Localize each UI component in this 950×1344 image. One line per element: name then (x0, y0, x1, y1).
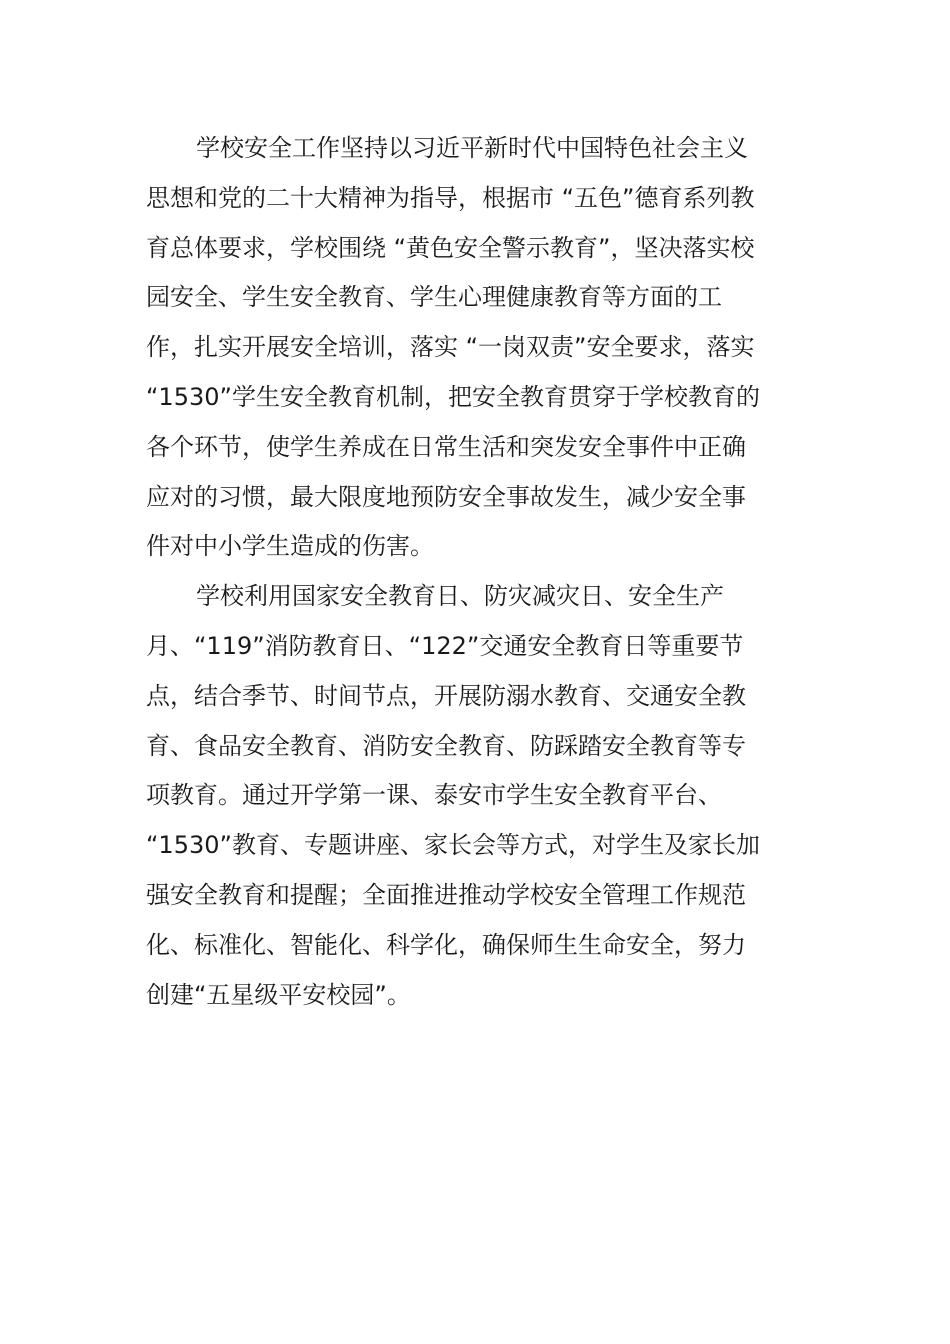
text-line: “1530”教育、专题讲座、家长会等方式，对学生及家长加 (146, 831, 760, 860)
text-line: 强安全教育和提醒；全面推进推动学校安全管理工作规范 (146, 880, 746, 909)
text-line: 件对中小学生造成的伤害。 (146, 532, 434, 561)
text-line: 作，扎实开展安全培训，落实 “一岗双责”安全要求，落实 (146, 333, 755, 362)
document-body (146, 124, 806, 1020)
text-line: 学校利用国家安全教育日、防灾减灾日、安全生产 (196, 582, 724, 611)
text-line: 育、食品安全教育、消防安全教育、防踩踏安全教育等专 (146, 731, 746, 760)
paragraph-1 (146, 124, 806, 572)
text-line: 各个环节，使学生养成在日常生活和突发安全事件中正确 (146, 432, 746, 461)
text-line: 园安全、学生安全教育、学生心理健康教育等方面的工 (146, 283, 722, 312)
text-line: 化、标准化、智能化、科学化，确保师生生命安全，努力 (146, 930, 746, 959)
text-line: 学校安全工作坚持以习近平新时代中国特色社会主义 (196, 134, 748, 162)
text-line: 创建“五星级平安校园”。 (146, 980, 411, 1009)
text-line: 思想和党的二十大精神为指导，根据市 “五色”德育系列教 (146, 183, 755, 212)
text-line: 点，结合季节、时间节点，开展防溺水教育、交通安全教 (146, 681, 746, 710)
text-line: 项教育。通过开学第一课、泰安市学生安全教育平台、 (146, 781, 722, 810)
text-line: 育总体要求，学校围绕 “黄色安全警示教育”，坚决落实校 (146, 233, 755, 262)
text-line: 月、“119”消防教育日、“122”交通安全教育日等重要节 (146, 631, 744, 660)
text-line: “1530”学生安全教育机制，把安全教育贯穿于学校教育的 (146, 382, 760, 411)
paragraph-2 (146, 572, 806, 1020)
text-line: 应对的习惯，最大限度地预防安全事故发生，减少安全事 (146, 482, 746, 511)
